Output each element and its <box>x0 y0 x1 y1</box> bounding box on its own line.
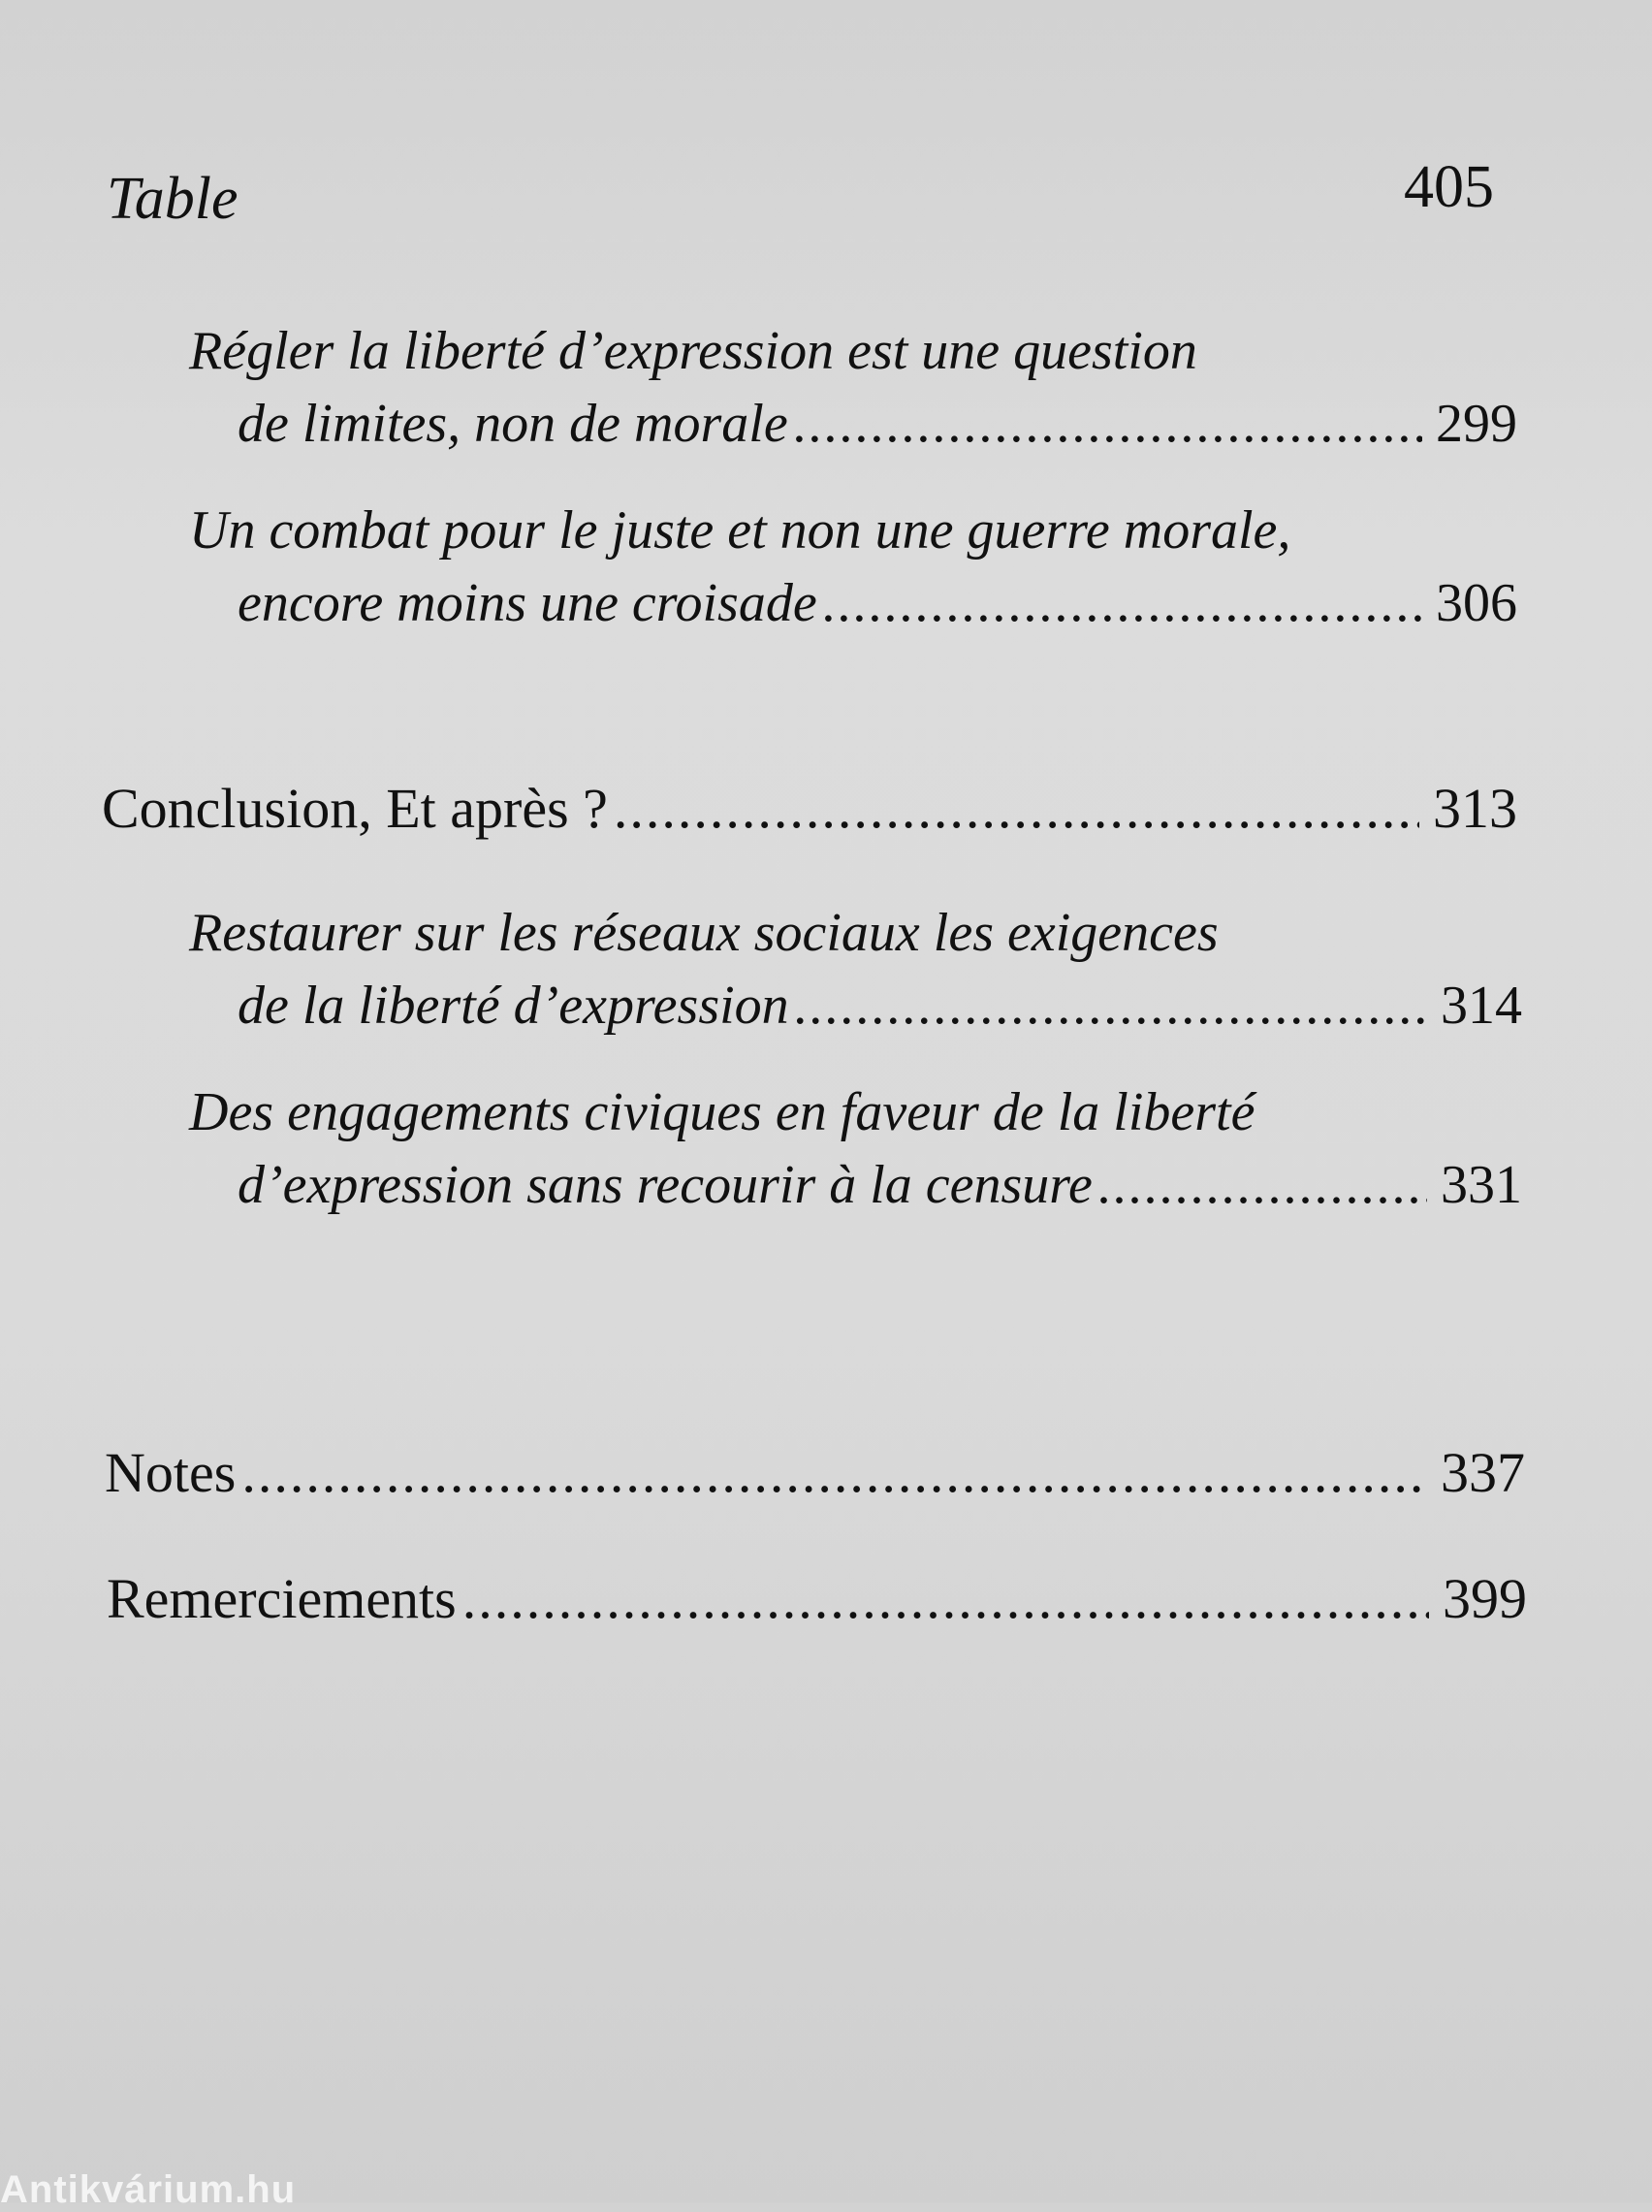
toc-entry-page: 313 <box>1433 777 1517 840</box>
toc-entry-leader-row <box>238 393 1517 455</box>
toc-entry-page: 399 <box>1443 1567 1527 1630</box>
toc-entry-title: Notes <box>105 1441 237 1504</box>
toc-entry-page: 337 <box>1441 1441 1525 1504</box>
dot-leader <box>794 393 1422 455</box>
toc-entry-title-line1: Des engagements civiques en faveur de la liberté <box>189 1082 1255 1142</box>
toc-entry-page: 314 <box>1441 976 1522 1036</box>
page-number: 405 <box>1404 154 1494 220</box>
toc-entry-title-line2: de la liberté d’expression <box>238 976 789 1036</box>
toc-entry-leader-row <box>238 975 1522 1037</box>
toc-entry-page: 306 <box>1436 573 1517 633</box>
toc-entry-leader-row <box>102 776 1517 841</box>
dot-leader <box>241 1440 1427 1505</box>
toc-entry-title-line2: encore moins une croisade <box>238 573 817 633</box>
toc-entry-title: Remerciements <box>107 1567 457 1630</box>
toc-entry-leader-row <box>238 1154 1522 1216</box>
dot-leader <box>823 572 1422 634</box>
dot-leader <box>1098 1154 1427 1216</box>
toc-entry-page: 299 <box>1436 394 1517 454</box>
toc-entry-leader-row <box>105 1440 1525 1505</box>
toc-entry-title-line1: Un combat pour le juste et non une guerre morale, <box>189 500 1291 561</box>
toc-entry-title-line2: de limites, non de morale <box>238 394 788 454</box>
toc-entry-title: Conclusion, Et après ? <box>102 777 608 840</box>
running-title: Table <box>107 166 238 232</box>
toc-entry-title-line1: Régler la liberté d’expression est une question <box>189 321 1197 381</box>
toc-entry-title-line2: d’expression sans recourir à la censure <box>238 1155 1093 1215</box>
dot-leader <box>614 776 1419 841</box>
toc-entry-leader-row <box>107 1566 1527 1631</box>
watermark: Antikvárium.hu <box>0 2168 297 2211</box>
toc-entry-title-line1: Restaurer sur les réseaux sociaux les exigences <box>189 903 1219 963</box>
toc-entry-leader-row <box>238 572 1517 634</box>
toc-entry-page: 331 <box>1441 1155 1522 1215</box>
dot-leader <box>795 975 1427 1037</box>
dot-leader <box>462 1566 1429 1631</box>
